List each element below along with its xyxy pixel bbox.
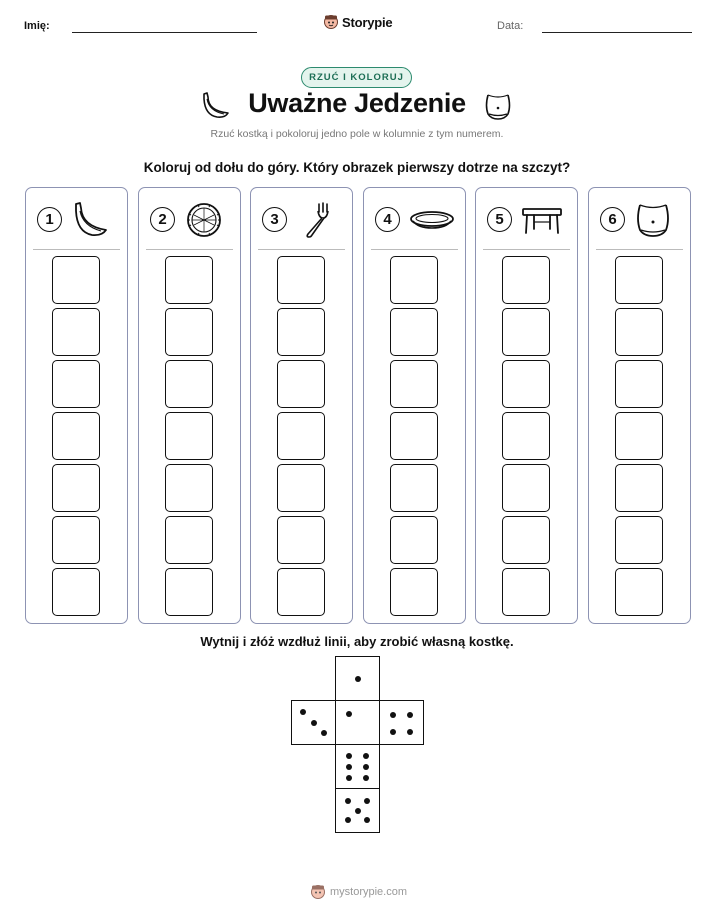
color-cell[interactable] [615,464,663,512]
logo [323,14,392,30]
dice-pip [300,709,306,715]
dice-pip [321,730,327,736]
footer-url[interactable]: mystorypie.com [330,886,408,898]
color-cell[interactable] [52,568,100,616]
color-cell[interactable] [615,516,663,564]
belly-icon [633,200,673,240]
color-cells [502,256,550,620]
color-cells [52,256,100,620]
dice-pip [363,775,369,781]
color-cell[interactable] [615,308,663,356]
color-cell[interactable] [502,568,550,616]
color-cell[interactable] [502,464,550,512]
color-cell[interactable] [277,464,325,512]
subtitle: Rzuć kostką i pokoloruj jedno pole w kolumnie z tym numerem. [210,128,504,140]
color-cell[interactable] [277,568,325,616]
column-separator [371,249,458,250]
brand-name: Storypie [342,14,393,30]
cut-instruction: Wytnij i złóż wzdłuż linii, aby zrobić własną kostkę. [200,634,514,649]
color-cell[interactable] [390,360,438,408]
footer [310,884,407,900]
color-cell[interactable] [502,412,550,460]
dice-face-bottom[interactable] [335,788,380,833]
name-label: Imię: [24,20,50,32]
column-number: 5 [487,207,512,232]
color-cell[interactable] [390,568,438,616]
color-cell[interactable] [390,464,438,512]
color-cells [615,256,663,620]
dice-pip [363,753,369,759]
pie-icon [183,200,225,240]
dice-pip [364,798,370,804]
column-number: 4 [375,207,400,232]
color-cell[interactable] [52,516,100,564]
color-cell[interactable] [615,256,663,304]
dice-pip [364,817,370,823]
color-cells [390,256,438,620]
color-cell[interactable] [277,308,325,356]
column-2 [138,187,241,624]
column-6 [588,187,691,624]
color-cell[interactable] [390,412,438,460]
dice-pip [363,764,369,770]
color-cell[interactable] [615,360,663,408]
color-cell[interactable] [52,464,100,512]
fork-icon [295,200,337,240]
color-cell[interactable] [165,516,213,564]
column-separator [146,249,233,250]
dice-pip [345,817,351,823]
dice-pip [407,729,413,735]
dice-face-center[interactable] [335,700,380,745]
color-cell[interactable] [277,516,325,564]
dice-pip [345,798,351,804]
dice-pip [346,753,352,759]
color-cell[interactable] [165,568,213,616]
color-cell[interactable] [502,308,550,356]
dice-pip [311,720,317,726]
color-cell[interactable] [390,308,438,356]
dice-pip [355,808,361,814]
dice-face-lower[interactable] [335,744,380,789]
color-cell[interactable] [390,516,438,564]
color-cell[interactable] [615,568,663,616]
dice-pip [346,775,352,781]
dice-pip [346,711,352,717]
storypie-mascot-icon [310,884,326,900]
instruction: Koloruj od dołu do góry. Który obrazek pierwszy dotrze na szczyt? [143,160,571,175]
color-cell[interactable] [165,464,213,512]
dice-face-top[interactable] [335,656,380,701]
date-label: Data: [497,20,524,32]
dice-pip [390,729,396,735]
storypie-mascot-icon [323,14,339,30]
column-number: 6 [600,207,625,232]
name-line[interactable] [72,32,257,33]
color-cell[interactable] [502,360,550,408]
column-separator [33,249,120,250]
dice-pip [390,712,396,718]
column-number: 1 [37,207,62,232]
date-line[interactable] [542,32,692,33]
color-cell[interactable] [52,256,100,304]
dice-face-right[interactable] [379,700,424,745]
color-cell[interactable] [615,412,663,460]
dice-face-left[interactable] [291,700,336,745]
color-cell[interactable] [165,360,213,408]
color-cell[interactable] [165,412,213,460]
column-separator [258,249,345,250]
color-cells [165,256,213,620]
stool-icon [520,200,564,240]
banana-icon [70,200,112,240]
color-cell[interactable] [502,516,550,564]
column-3 [250,187,353,624]
color-cell[interactable] [52,308,100,356]
color-cell[interactable] [502,256,550,304]
column-4 [363,187,466,624]
dice-pip [355,676,361,682]
column-5 [475,187,578,624]
color-cell[interactable] [277,412,325,460]
column-separator [596,249,683,250]
page-title: Uważne Jedzenie [248,88,466,118]
belly-icon [483,91,513,121]
color-cell[interactable] [52,412,100,460]
color-cell[interactable] [165,308,213,356]
dice-pip [407,712,413,718]
color-cell[interactable] [277,360,325,408]
column-number: 2 [150,207,175,232]
color-cell[interactable] [277,256,325,304]
column-number: 3 [262,207,287,232]
column-separator [483,249,570,250]
bowl-icon [408,200,456,240]
column-1 [25,187,128,624]
activity-badge: RZUĆ I KOLORUJ [301,67,412,88]
color-cell[interactable] [52,360,100,408]
color-cell[interactable] [390,256,438,304]
color-cell[interactable] [165,256,213,304]
dice-pip [346,764,352,770]
color-cells [277,256,325,620]
